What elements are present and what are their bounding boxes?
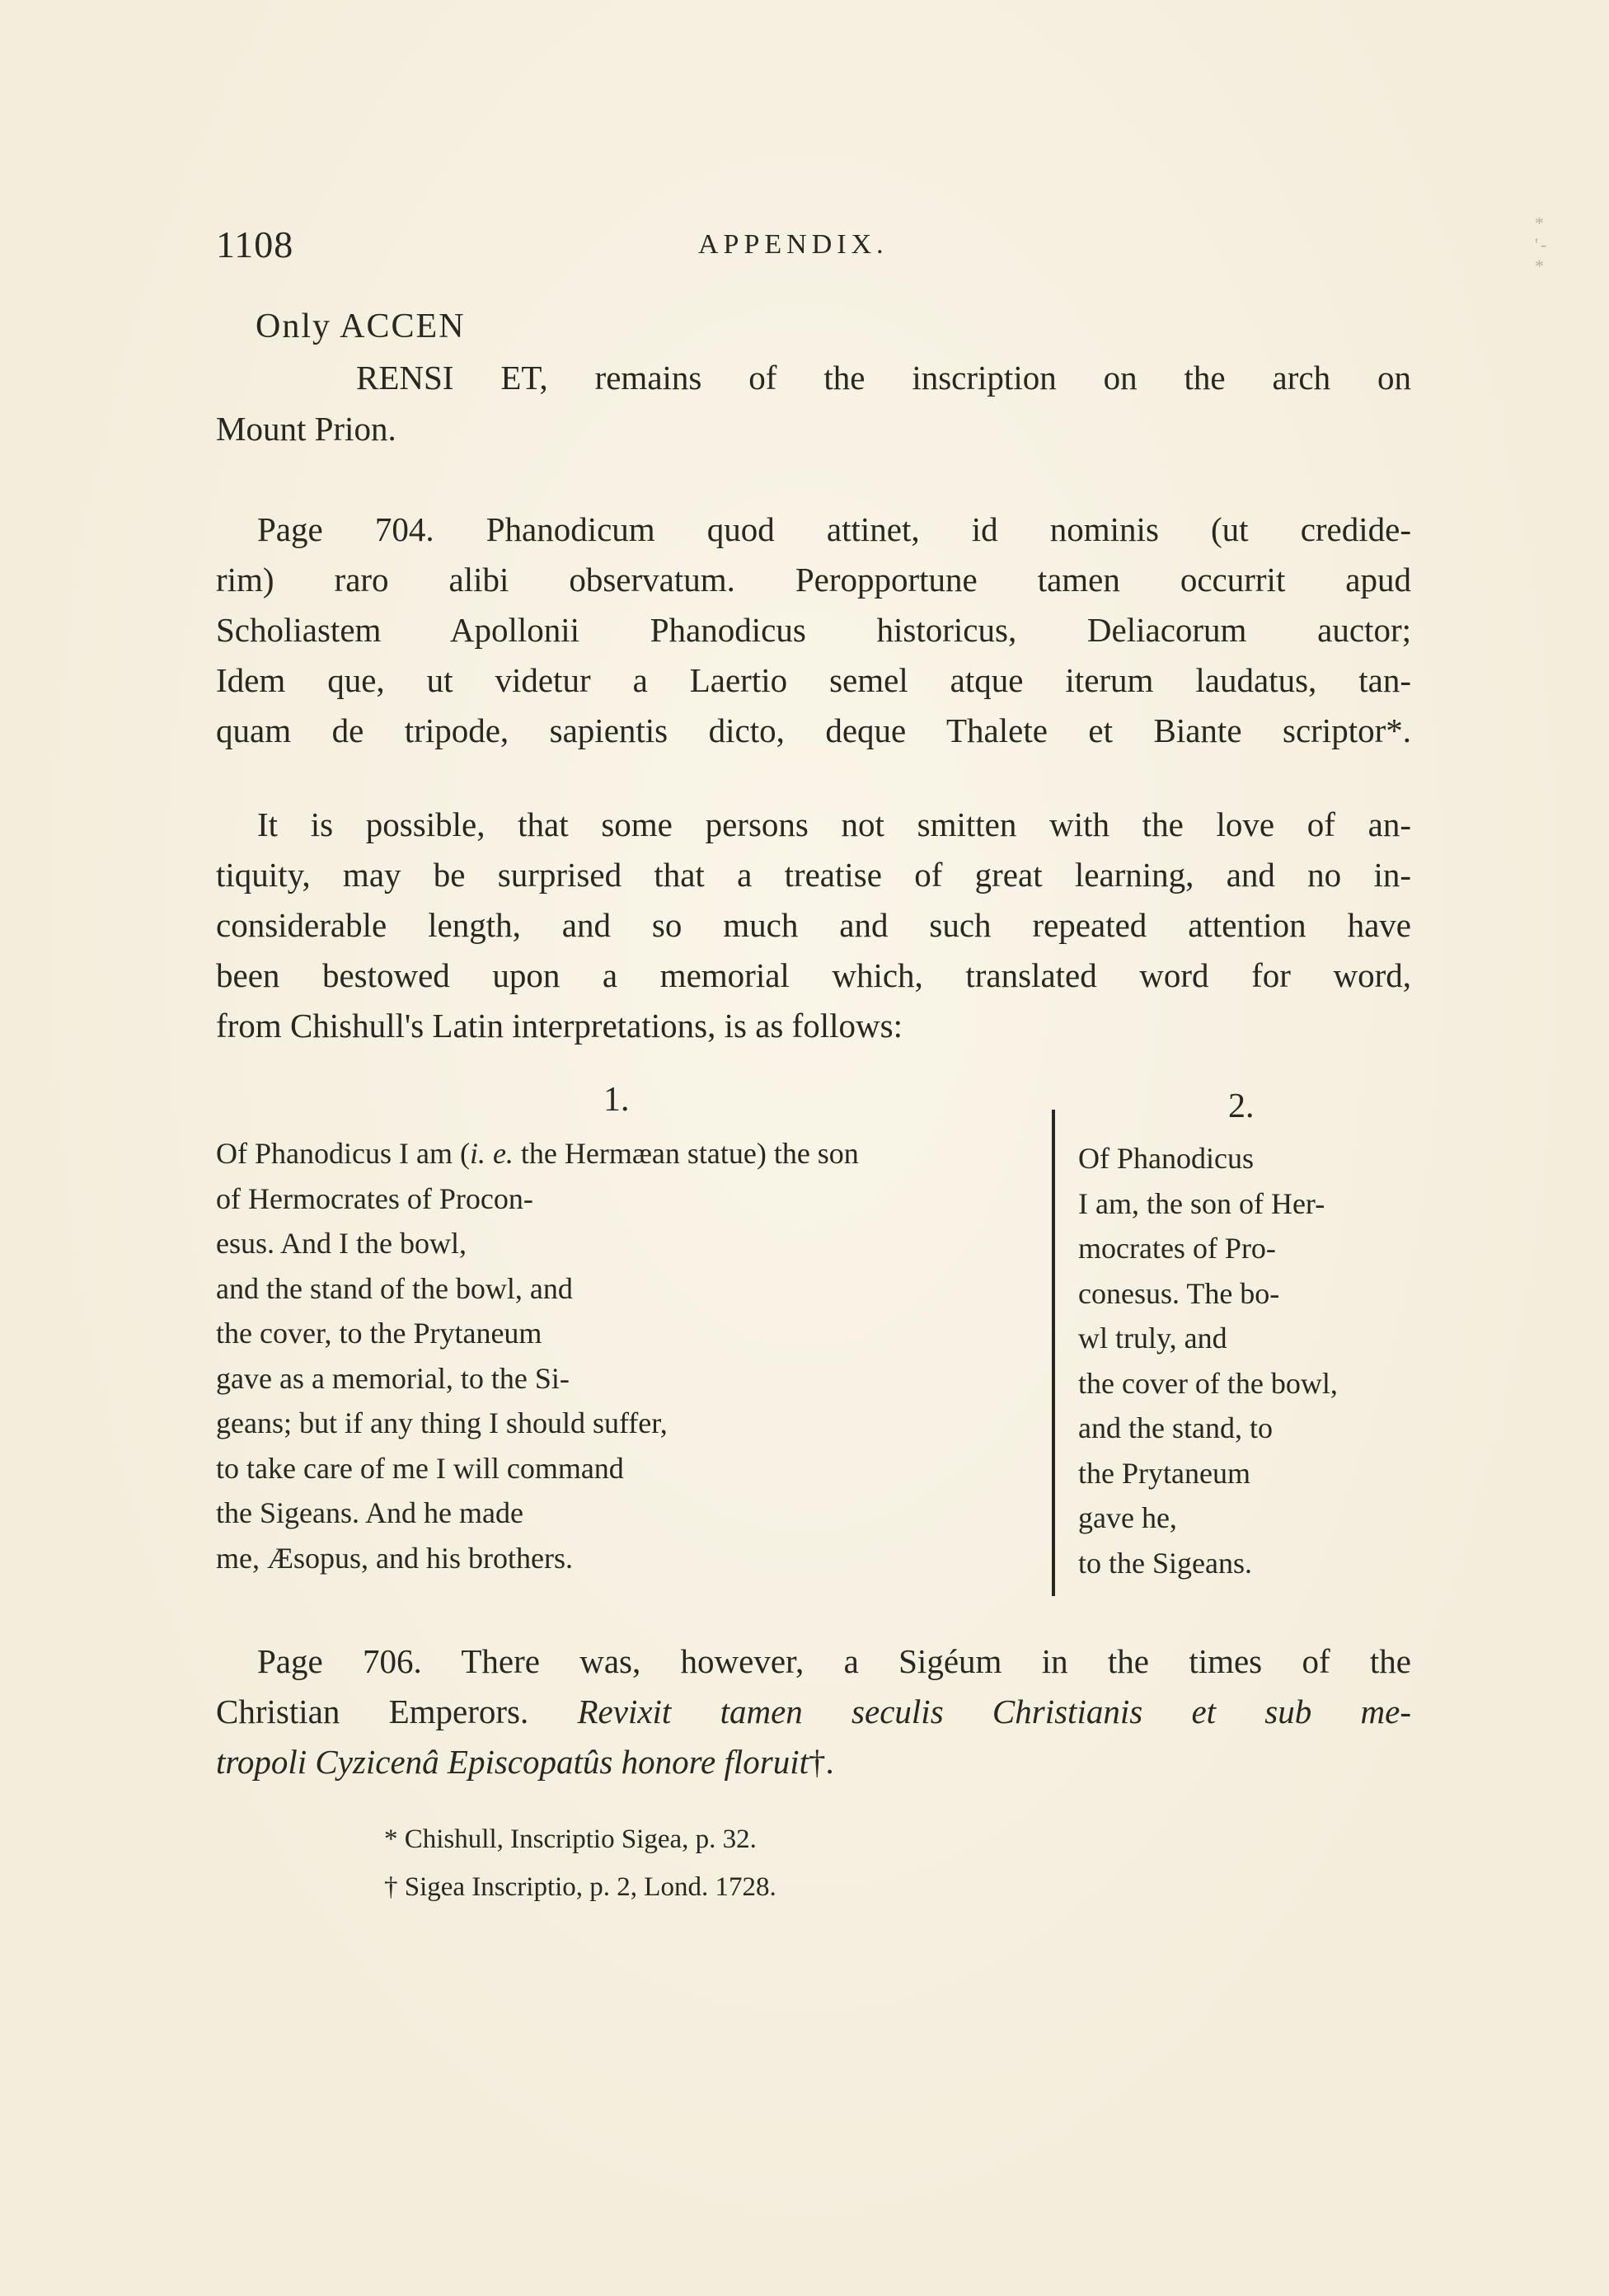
text-line: from Chishull's Latin interpretations, is as follows: (216, 1007, 903, 1045)
text-line (216, 1737, 1411, 1787)
inscription-remains-line-1: Only ACCEN (256, 308, 466, 345)
page-header (216, 213, 1550, 276)
column-line: the cover, to the Prytaneum (216, 1317, 542, 1350)
text-line: rim) raro alibi observatum. Peropportune tamen occurrit apud (216, 561, 1411, 599)
text-line: quam de tripode, sapientis dicto, deque Thalete et Biante scriptor*. (216, 711, 1411, 749)
column-line: I am, the son of Her- (1078, 1186, 1325, 1220)
text-line: tiquity, may be surprised that a treatise of great learning, and no in- (216, 856, 1411, 894)
text-line: It is possible, that some persons not smitten with the love of an- (257, 805, 1411, 843)
column-line: the cover of the bowl, (1078, 1366, 1338, 1400)
footnote: † Sigea Inscriptio, p. 2, Lond. 1728. (384, 1872, 776, 1902)
text-line: Scholiastem Apollonii Phanodicus historicus, Deliacorum auctor; (216, 611, 1411, 649)
inscription-remains-line-2: RENSI ET, remains of the inscription on the arch on (356, 359, 1411, 397)
column-line: gave he, (1078, 1501, 1177, 1534)
inscription-remains-line-3: Mount Prion. (216, 410, 396, 448)
column-line: wl truly, and (1078, 1322, 1227, 1355)
column-line: geans; but if any thing I should suffer, (216, 1406, 668, 1439)
column-line: to the Sigeans. (1078, 1546, 1252, 1580)
footnote: * Chishull, Inscriptio Sigea, p. 32. (384, 1824, 757, 1854)
paragraph-page-704 (216, 505, 1411, 756)
text-line: been bestowed upon a memorial which, translated word for word, (216, 956, 1411, 994)
text-italic: Revixit tamen seculis Christianis et sub me- (577, 1693, 1411, 1730)
paragraph-page-706 (216, 1636, 1411, 1787)
column-line: and the stand of the bowl, and (216, 1271, 573, 1305)
column-line: the Sigeans. And he made (216, 1496, 523, 1529)
column-divider (1052, 1110, 1055, 1596)
column-line: esus. And I the bowl, (216, 1227, 467, 1260)
column-line: me, Æsopus, and his brothers. (216, 1541, 573, 1575)
column-line: conesus. The bo- (1078, 1276, 1280, 1310)
translation-column-1 (216, 1131, 1032, 1580)
column-line: the Prytaneum (1078, 1456, 1250, 1490)
text-line: Idem que, ut videtur a Laertio semel atque iterum laudatus, tan- (216, 661, 1411, 699)
paragraph-it-is-possible (216, 800, 1411, 1051)
column-line: gave as a memorial, to the Si- (216, 1361, 570, 1395)
column-line-text: the Hermæan statue) the son (513, 1137, 859, 1170)
column-line: mocrates of Pro- (1078, 1232, 1276, 1265)
column-line: to take care of me I will command (216, 1451, 624, 1485)
footnotes (384, 1815, 776, 1911)
page-number: 1108 (216, 223, 294, 265)
column-1-number: 1. (603, 1081, 630, 1119)
column-line-text: Of Phanodicus I am ( (216, 1137, 470, 1170)
text-line: Page 706. There was, however, a Sigéum in the times of the (257, 1642, 1411, 1680)
column-line-italic: i. e. (469, 1137, 514, 1170)
translation-column-2 (1078, 1136, 1424, 1585)
column-line: Of Phanodicus (1078, 1142, 1254, 1175)
footnote-mark: †. (808, 1743, 834, 1781)
text-line: Page 704. Phanodicum quod attinet, id nominis (ut credide- (257, 510, 1411, 548)
text-roman: Christian Emperors. (216, 1693, 578, 1730)
corner-mark: * '- * (1535, 213, 1550, 276)
text-line (216, 1687, 1411, 1737)
text-line: considerable length, and so much and such repeated attention have (216, 906, 1411, 944)
text-italic: tropoli Cyzicenâ Episcopatûs honore floruit (216, 1743, 809, 1781)
column-line: of Hermocrates of Procon- (216, 1181, 533, 1215)
column-line (216, 1131, 1032, 1176)
column-line: and the stand, to (1078, 1411, 1273, 1444)
running-head: APPENDIX. (698, 229, 889, 260)
column-2-number: 2. (1228, 1087, 1255, 1125)
